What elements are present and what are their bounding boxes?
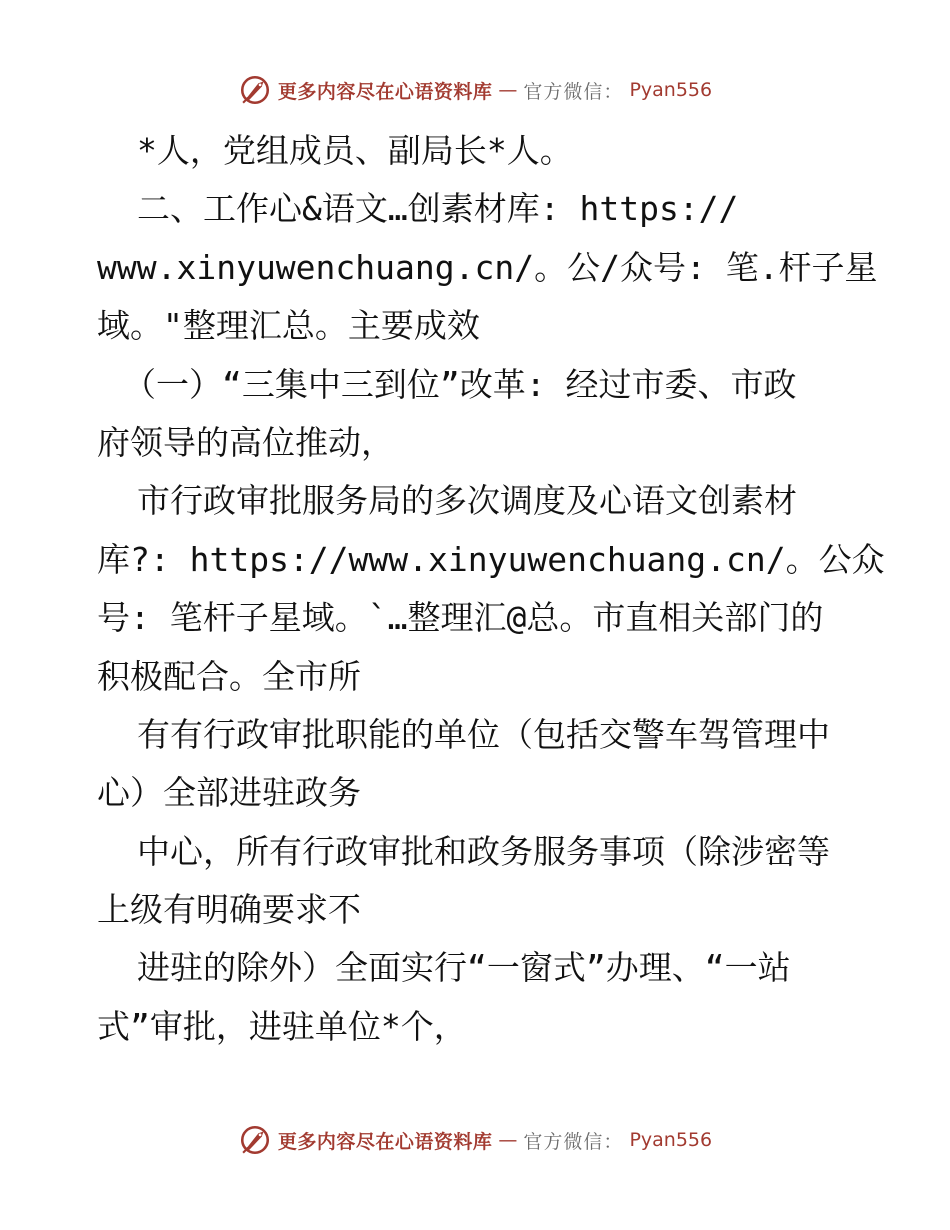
document-body bbox=[97, 122, 885, 1056]
text-line: 进驻的除外）全面实行“一窗式”办理、“一站 bbox=[137, 948, 791, 988]
banner-slogan: 更多内容尽在心语资料库 bbox=[277, 80, 493, 103]
header-banner bbox=[0, 70, 950, 110]
banner-dash: — bbox=[498, 79, 518, 101]
pen-nib-logo-icon bbox=[238, 73, 272, 107]
text-line: 上级有明确要求不 bbox=[97, 890, 361, 930]
text-line: 府领导的高位推动， bbox=[97, 422, 394, 462]
text-line: （一）“三集中三到位”改革: 经过市委、市政 bbox=[123, 364, 797, 404]
footer-wechat-id: Pyan556 bbox=[629, 1129, 713, 1151]
text-line: www.xinyuwenchuang.cn/。公/众号: 笔.杆子星 bbox=[97, 247, 878, 287]
footer-official-label: 官方微信： bbox=[523, 1130, 624, 1153]
text-line: 二、工作心&语文…创素材库: https:// bbox=[137, 189, 739, 229]
text-line: 域。"整理汇总。主要成效 bbox=[97, 306, 480, 346]
banner-official-label: 官方微信： bbox=[523, 80, 624, 103]
text-line: 心）全部进驻政务 bbox=[97, 773, 361, 813]
pen-nib-logo-icon bbox=[238, 1123, 272, 1157]
banner-wechat-id: Pyan556 bbox=[629, 79, 713, 101]
text-line: 中心，所有行政审批和政务服务事项（除涉密等 bbox=[137, 831, 830, 871]
footer-dash: — bbox=[498, 1129, 518, 1151]
text-line: *人，党组成员、副局长*人。 bbox=[137, 131, 573, 170]
footer-banner bbox=[0, 1120, 950, 1160]
text-line: 积极配合。全市所 bbox=[97, 656, 361, 696]
text-line: 有有行政审批职能的单位（包括交警车驾管理中 bbox=[137, 714, 830, 754]
footer-slogan: 更多内容尽在心语资料库 bbox=[277, 1130, 493, 1153]
text-line: 库?: https://www.xinyuwenchuang.cn/。公众 bbox=[97, 539, 885, 579]
text-line: 号: 笔杆子星域。`…整理汇@总。市直相关部门的 bbox=[97, 598, 824, 638]
text-line: 式”审批，进驻单位*个， bbox=[97, 1006, 467, 1046]
text-line: 市行政审批服务局的多次调度及心语文创素材 bbox=[137, 481, 797, 521]
